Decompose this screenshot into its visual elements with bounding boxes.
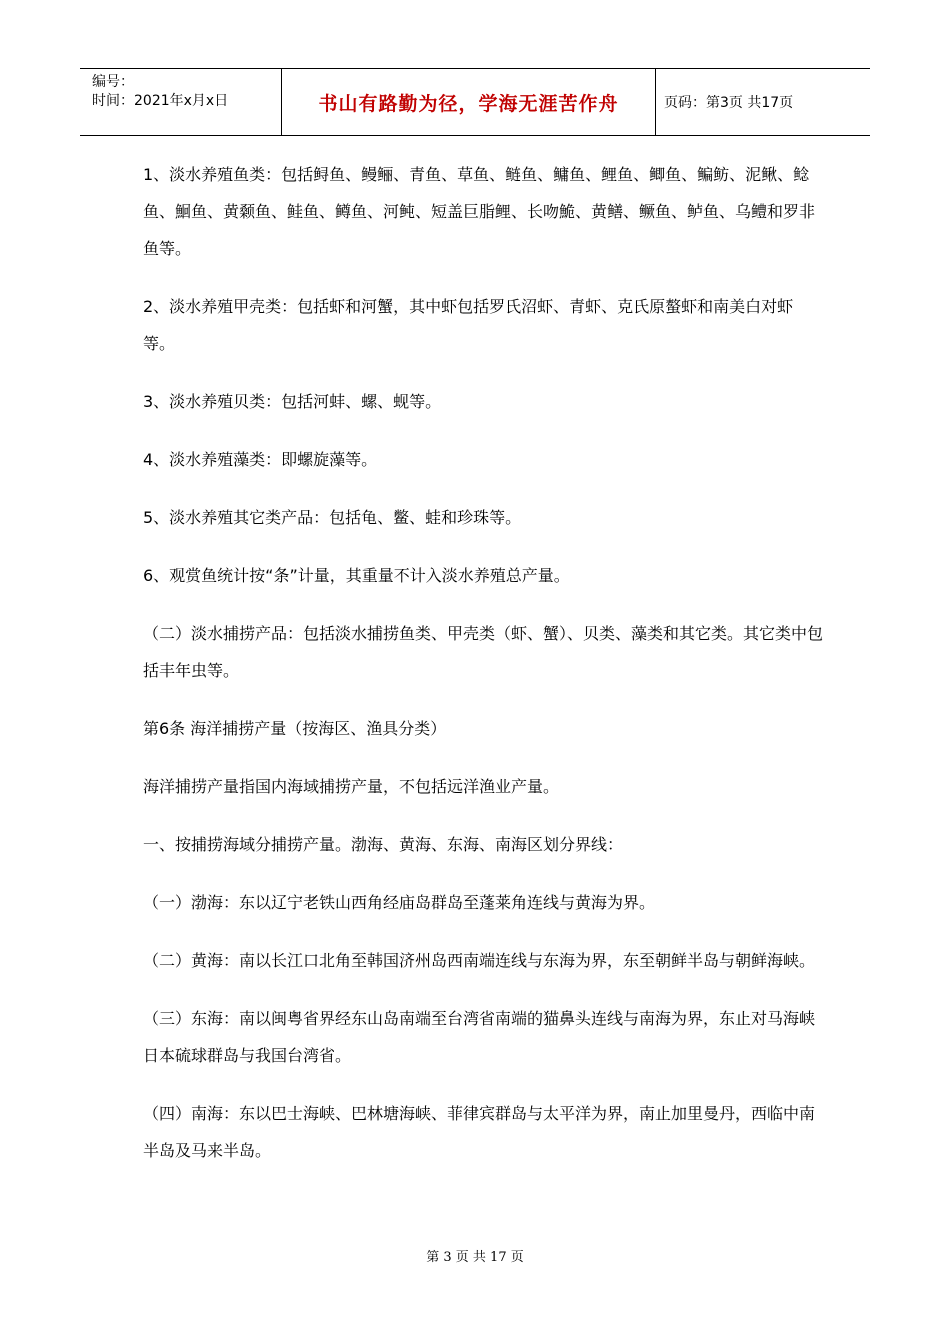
paragraph: （一）渤海：东以辽宁老铁山西角经庙岛群岛至蓬莱角连线与黄海为界。 bbox=[143, 893, 656, 912]
paragraph: 1、淡水养殖鱼类：包括鲟鱼、鳗鲡、青鱼、草鱼、鲢鱼、鳙鱼、鲤鱼、鲫鱼、鳊鲂、泥鳅、鲶鱼、鮰鱼、黄颡鱼、鲑鱼、鳟鱼、河鲀、短盖巨脂鲤、长吻鮠、黄鳝、鳜鱼、鲈鱼、乌鳢和罗非鱼等。 bbox=[143, 165, 816, 258]
paragraph: （三）东海：南以闽粤省界经东山岛南端至台湾省南端的猫鼻头连线与南海为界，东止对马海峡日本硫球群岛与我国台湾省。 bbox=[143, 1009, 816, 1065]
number-label: 编号： bbox=[92, 74, 134, 90]
paragraph: 3、淡水养殖贝类：包括河蚌、螺、蚬等。 bbox=[143, 392, 442, 411]
page-footer: 第 3 页 共 17 页 bbox=[426, 1250, 524, 1265]
document-body bbox=[143, 156, 823, 1190]
paragraph: （二）黄海：南以长江口北角至韩国济州岛西南端连线与东海为界，东至朝鲜半岛与朝鲜海峡。 bbox=[143, 951, 816, 970]
paragraph: 一、按捕捞海域分捕捞产量。渤海、黄海、东海、南海区划分界线： bbox=[143, 835, 624, 854]
paragraph: 2、淡水养殖甲壳类：包括虾和河蟹，其中虾包括罗氏沼虾、青虾、克氏原螯虾和南美白对虾等。 bbox=[143, 297, 794, 353]
paragraph: 5、淡水养殖其它类产品：包括龟、鳖、蛙和珍珠等。 bbox=[143, 508, 522, 527]
header-page-info: 页码：第3页 共17页 bbox=[664, 95, 794, 111]
paragraph: 4、淡水养殖藻类：即螺旋藻等。 bbox=[143, 450, 378, 469]
section-heading: 第6条 海洋捕捞产量（按海区、渔具分类） bbox=[143, 719, 447, 738]
time-label: 时间：2021年x月x日 bbox=[92, 93, 229, 109]
paragraph: （二）淡水捕捞产品：包括淡水捕捞鱼类、甲壳类（虾、蟹）、贝类、藻类和其它类。其它类中包括丰年虫等。 bbox=[143, 624, 824, 680]
header-meta bbox=[80, 69, 282, 135]
header-motto: 书山有路勤为径，学海无涯苦作舟 bbox=[282, 69, 656, 135]
paragraph: 海洋捕捞产量指国内海域捕捞产量，不包括远洋渔业产量。 bbox=[143, 777, 560, 796]
paragraph: 6、观赏鱼统计按“条”计量，其重量不计入淡水养殖总产量。 bbox=[143, 566, 570, 585]
paragraph: （四）南海：东以巴士海峡、巴林塘海峡、菲律宾群岛与太平洋为界，南止加里曼丹，西临中南半岛及马来半岛。 bbox=[143, 1104, 816, 1160]
page-header bbox=[80, 68, 870, 136]
